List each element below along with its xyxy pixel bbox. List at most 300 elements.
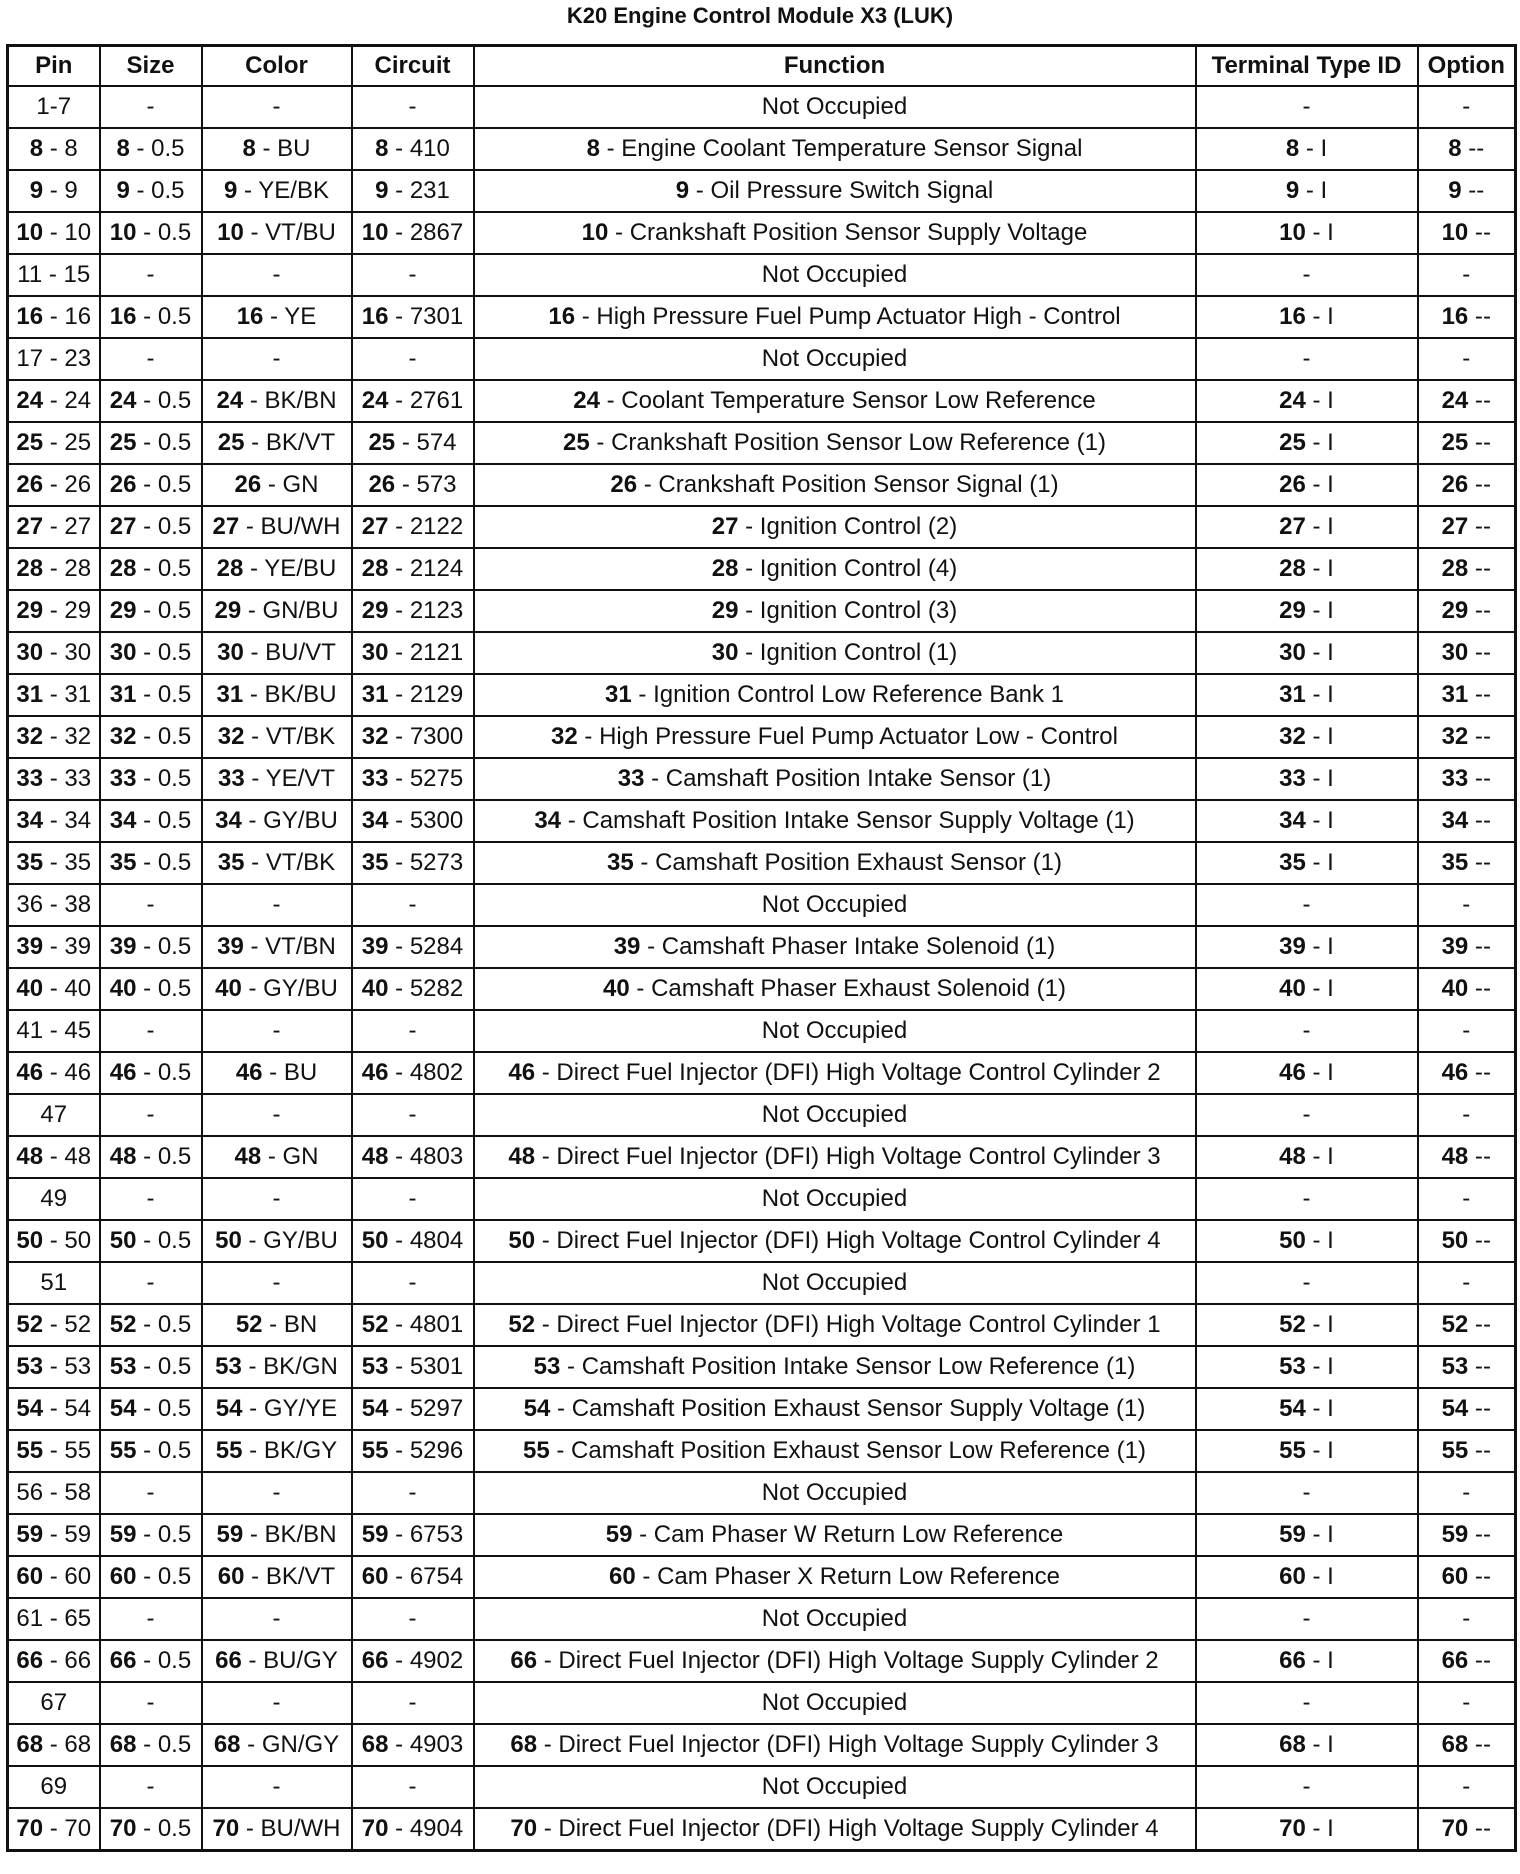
color-cell: 66 - BU/GY <box>202 1640 352 1682</box>
pin-cell: 60 - 60 <box>8 1556 100 1598</box>
function-cell: 30 - Ignition Control (1) <box>474 632 1196 674</box>
size-cell-value: - <box>146 1017 155 1044</box>
pin-cell: 54 - 54 <box>8 1388 100 1430</box>
option-cell-value: - <box>1482 1815 1491 1842</box>
circuit-cell: 66 - 4902 <box>352 1640 474 1682</box>
function-cell-value: Cam Phaser X Return Low Reference <box>657 1563 1060 1590</box>
pin-number: 50 <box>508 1227 536 1254</box>
table-row <box>8 590 1516 632</box>
circuit-cell-value: - <box>408 1689 417 1716</box>
table-row <box>8 758 1516 800</box>
terminal-type-cell-value: I <box>1327 1311 1334 1338</box>
option-cell-value: - <box>1482 849 1491 876</box>
color-cell-value: - <box>272 345 281 372</box>
pin-number: 68 <box>213 1731 241 1758</box>
option-cell-value: - <box>1462 345 1471 372</box>
pin-number: 55 <box>361 1437 389 1464</box>
terminal-type-cell-value: - <box>1302 1605 1311 1632</box>
terminal-type-cell-value: I <box>1327 597 1334 624</box>
size-cell-value: 0.5 <box>151 177 185 204</box>
pin-number: 55 <box>16 1437 44 1464</box>
option-cell <box>1418 338 1516 380</box>
pin-number: 8 <box>1448 135 1462 162</box>
color-cell: 50 - GY/BU <box>202 1220 352 1262</box>
size-cell-value: 0.5 <box>157 639 192 666</box>
column-header-pin: Pin <box>8 46 100 87</box>
pin-number: 9 <box>29 177 44 204</box>
column-header-size: Size <box>100 46 202 87</box>
pin-number: 16 <box>548 303 576 330</box>
terminal-type-cell-value: I <box>1327 807 1334 834</box>
circuit-cell-value: 2124 <box>409 555 464 582</box>
circuit-cell <box>352 1262 474 1304</box>
pin-number: 28 <box>1279 555 1306 582</box>
option-cell-value: - <box>1462 1689 1471 1716</box>
table-row <box>8 212 1516 254</box>
size-cell: 66 - 0.5 <box>100 1640 202 1682</box>
color-cell-value: - <box>272 93 281 120</box>
option-cell-value: - <box>1482 1059 1491 1086</box>
function-cell <box>474 338 1196 380</box>
pin-number: 35 <box>361 849 389 876</box>
pin-number: 50 <box>109 1227 137 1254</box>
pin-number: 53 <box>1279 1353 1306 1380</box>
terminal-type-cell-value: I <box>1320 177 1328 204</box>
pin-number: 28 <box>711 555 739 582</box>
function-cell-value: Not Occupied <box>761 93 908 120</box>
pin-number: 34 <box>1279 807 1306 834</box>
header-row <box>8 46 1516 87</box>
option-cell <box>1418 1472 1516 1514</box>
pin-number: 16 <box>236 303 264 330</box>
circuit-cell-value: 2761 <box>409 387 464 414</box>
pin-number: 59 <box>216 1521 244 1548</box>
table-row <box>8 842 1516 884</box>
pin-number: 52 <box>361 1311 389 1338</box>
function-cell: 39 - Camshaft Phaser Intake Solenoid (1) <box>474 926 1196 968</box>
terminal-type-cell: 30 - I <box>1196 632 1418 674</box>
pin-cell-value: 24 <box>64 387 92 414</box>
color-cell: 9 - YE/BK <box>202 170 352 212</box>
pin-number: 28 <box>1441 555 1469 582</box>
pin-number: 26 <box>234 471 262 498</box>
table-row <box>8 170 1516 212</box>
terminal-type-cell: 35 - I <box>1196 842 1418 884</box>
pin-number: 40 <box>16 975 44 1002</box>
terminal-type-cell: 29 - I <box>1196 590 1418 632</box>
circuit-cell-value: 5273 <box>409 849 464 876</box>
pin-number: 8 <box>375 135 389 162</box>
pin-cell: 26 - 26 <box>8 464 100 506</box>
circuit-cell-value: 2129 <box>409 681 464 708</box>
color-cell: 31 - BK/BU <box>202 674 352 716</box>
pin-number: 30 <box>711 639 739 666</box>
circuit-cell: 39 - 5284 <box>352 926 474 968</box>
function-cell-value: Oil Pressure Switch Signal <box>710 177 994 204</box>
size-cell-value: 0.5 <box>157 933 192 960</box>
size-cell: 24 - 0.5 <box>100 380 202 422</box>
option-cell <box>1418 1262 1516 1304</box>
option-cell: 8 -- <box>1418 128 1516 170</box>
size-cell: 35 - 0.5 <box>100 842 202 884</box>
function-cell-value: Coolant Temperature Sensor Low Reference <box>621 387 1096 414</box>
color-cell: 8 - BU <box>202 128 352 170</box>
pin-cell: 59 - 59 <box>8 1514 100 1556</box>
pin-cell: 39 - 39 <box>8 926 100 968</box>
terminal-type-cell: 25 - I <box>1196 422 1418 464</box>
pin-number: 24 <box>1441 387 1469 414</box>
pin-number: 40 <box>215 975 242 1002</box>
terminal-type-cell <box>1196 338 1418 380</box>
color-cell <box>202 1178 352 1220</box>
size-cell-value: - <box>146 1689 155 1716</box>
color-cell-value: BU/VT <box>265 639 336 666</box>
size-cell <box>100 1598 202 1640</box>
option-cell-value: - <box>1482 639 1491 666</box>
pin-cell: 24 - 24 <box>8 380 100 422</box>
circuit-cell-value: - <box>408 261 417 288</box>
pin-number: 33 <box>361 765 389 792</box>
function-cell-value: Not Occupied <box>761 1017 908 1044</box>
terminal-type-cell-value: I <box>1327 471 1334 498</box>
circuit-cell-value: - <box>408 1185 417 1212</box>
pin-cell-value: 59 <box>64 1521 92 1548</box>
pin-number: 50 <box>1279 1227 1306 1254</box>
circuit-cell: 35 - 5273 <box>352 842 474 884</box>
circuit-cell-value: 4804 <box>409 1227 464 1254</box>
circuit-cell: 52 - 4801 <box>352 1304 474 1346</box>
circuit-cell: 10 - 2867 <box>352 212 474 254</box>
pin-number: 35 <box>607 849 634 876</box>
function-cell-value: High Pressure Fuel Pump Actuator High - Control <box>596 303 1121 330</box>
color-cell-value: YE/BU <box>264 555 337 582</box>
function-cell-value: Crankshaft Position Sensor Low Reference (1) <box>611 429 1106 456</box>
circuit-cell: 48 - 4803 <box>352 1136 474 1178</box>
color-cell: 53 - BK/GN <box>202 1346 352 1388</box>
pin-number: 35 <box>16 849 44 876</box>
circuit-cell-value: 4903 <box>409 1731 464 1758</box>
function-cell: 33 - Camshaft Position Intake Sensor (1) <box>474 758 1196 800</box>
pin-number: 16 <box>109 303 137 330</box>
circuit-cell: 8 - 410 <box>352 128 474 170</box>
pin-number: 40 <box>1279 975 1306 1002</box>
option-cell: 30 -- <box>1418 632 1516 674</box>
pin-number: 32 <box>16 723 44 750</box>
size-cell: 48 - 0.5 <box>100 1136 202 1178</box>
pin-number: 16 <box>1441 303 1469 330</box>
size-cell: 68 - 0.5 <box>100 1724 202 1766</box>
pin-number: 8 <box>242 135 256 162</box>
option-cell: 32 -- <box>1418 716 1516 758</box>
option-cell-value: - <box>1462 1269 1471 1296</box>
option-cell: 39 -- <box>1418 926 1516 968</box>
pin-cell-value: 11 - 15 <box>17 261 91 288</box>
pin-cell <box>8 254 100 296</box>
circuit-cell: 46 - 4802 <box>352 1052 474 1094</box>
pin-number: 9 <box>116 177 130 204</box>
function-cell: 16 - High Pressure Fuel Pump Actuator High - Control <box>474 296 1196 338</box>
size-cell: 32 - 0.5 <box>100 716 202 758</box>
pin-cell <box>8 86 100 128</box>
size-cell: 26 - 0.5 <box>100 464 202 506</box>
pin-cell: 32 - 32 <box>8 716 100 758</box>
pin-number: 9 <box>1448 177 1462 204</box>
pin-number: 68 <box>1279 1731 1306 1758</box>
terminal-type-cell: 59 - I <box>1196 1514 1418 1556</box>
function-cell: 34 - Camshaft Position Intake Sensor Supply Voltage (1) <box>474 800 1196 842</box>
pin-number: 25 <box>16 429 44 456</box>
pin-cell-value: 69 <box>40 1773 68 1800</box>
option-cell-value: - <box>1482 597 1491 624</box>
pin-number: 40 <box>109 975 137 1002</box>
table-row <box>8 1724 1516 1766</box>
option-cell-value: - <box>1462 261 1471 288</box>
pin-number: 52 <box>16 1311 44 1338</box>
terminal-type-cell-value: - <box>1302 1479 1311 1506</box>
terminal-type-cell: 55 - I <box>1196 1430 1418 1472</box>
option-cell: 40 -- <box>1418 968 1516 1010</box>
option-cell-value: - <box>1462 93 1471 120</box>
function-cell-value: Not Occupied <box>761 1773 908 1800</box>
pin-number: 28 <box>16 555 44 582</box>
circuit-cell: 28 - 2124 <box>352 548 474 590</box>
pin-number: 50 <box>1441 1227 1469 1254</box>
pin-number: 24 <box>573 387 600 414</box>
pin-number: 48 <box>1279 1143 1306 1170</box>
pin-number: 60 <box>361 1563 389 1590</box>
option-cell: 29 -- <box>1418 590 1516 632</box>
option-cell-value: - <box>1482 387 1491 414</box>
size-cell: 25 - 0.5 <box>100 422 202 464</box>
terminal-type-cell-value: I <box>1327 975 1334 1002</box>
pin-number: 34 <box>534 807 562 834</box>
option-cell-value: - <box>1482 975 1491 1002</box>
option-cell-value: - <box>1482 1731 1491 1758</box>
pin-number: 29 <box>1441 597 1469 624</box>
pin-number: 70 <box>16 1815 44 1842</box>
pin-number: 39 <box>109 933 137 960</box>
color-cell <box>202 86 352 128</box>
pin-number: 26 <box>109 471 137 498</box>
circuit-cell: 32 - 7300 <box>352 716 474 758</box>
function-cell <box>474 1682 1196 1724</box>
function-cell-value: Not Occupied <box>761 261 908 288</box>
pin-cell <box>8 1766 100 1808</box>
pin-number: 46 <box>1279 1059 1306 1086</box>
terminal-type-cell: 39 - I <box>1196 926 1418 968</box>
pin-number: 54 <box>361 1395 389 1422</box>
pin-number: 39 <box>1441 933 1469 960</box>
color-cell-value: BK/BU <box>264 681 337 708</box>
pin-number: 26 <box>368 471 396 498</box>
size-cell <box>100 884 202 926</box>
option-cell: 52 -- <box>1418 1304 1516 1346</box>
pin-number: 9 <box>224 177 238 204</box>
pin-number: 10 <box>1441 219 1469 246</box>
pin-number: 39 <box>361 933 389 960</box>
color-cell-value: BU/WH <box>260 1815 341 1842</box>
color-cell <box>202 1598 352 1640</box>
terminal-type-cell-value: - <box>1302 1269 1311 1296</box>
column-header-circuit: Circuit <box>352 46 474 87</box>
pin-number: 29 <box>214 597 242 624</box>
circuit-cell: 33 - 5275 <box>352 758 474 800</box>
color-cell: 32 - VT/BK <box>202 716 352 758</box>
pin-number: 68 <box>109 1731 137 1758</box>
pin-cell: 27 - 27 <box>8 506 100 548</box>
table-row <box>8 1388 1516 1430</box>
color-cell-value: BU/WH <box>260 513 341 540</box>
pin-cell-value: 30 <box>64 639 92 666</box>
terminal-type-cell-value: I <box>1327 681 1334 708</box>
size-cell: 50 - 0.5 <box>100 1220 202 1262</box>
option-cell: 28 -- <box>1418 548 1516 590</box>
option-cell-value: - <box>1462 1017 1471 1044</box>
terminal-type-cell: 8 - I <box>1196 128 1418 170</box>
option-cell: 54 -- <box>1418 1388 1516 1430</box>
color-cell <box>202 1472 352 1514</box>
pin-cell-value: 49 <box>40 1185 68 1212</box>
pin-number: 70 <box>109 1815 137 1842</box>
pin-cell: 48 - 48 <box>8 1136 100 1178</box>
terminal-type-cell-value: - <box>1302 1101 1311 1128</box>
size-cell-value: 0.5 <box>157 1521 192 1548</box>
size-cell-value: 0.5 <box>157 1437 192 1464</box>
color-cell: 27 - BU/WH <box>202 506 352 548</box>
pin-number: 25 <box>109 429 137 456</box>
color-cell: 60 - BK/VT <box>202 1556 352 1598</box>
color-cell-value: GY/BU <box>263 1227 338 1254</box>
pin-number: 50 <box>16 1227 44 1254</box>
table-row <box>8 1598 1516 1640</box>
terminal-type-cell: 70 - I <box>1196 1808 1418 1851</box>
size-cell-value: 0.5 <box>157 429 192 456</box>
size-cell: 8 - 0.5 <box>100 128 202 170</box>
terminal-type-cell-value: I <box>1327 1815 1334 1842</box>
color-cell-value: - <box>272 1605 281 1632</box>
option-cell-value: - <box>1482 1227 1491 1254</box>
function-cell: 68 - Direct Fuel Injector (DFI) High Voltage Supply Cylinder 3 <box>474 1724 1196 1766</box>
size-cell: 54 - 0.5 <box>100 1388 202 1430</box>
size-cell <box>100 1472 202 1514</box>
option-cell-value: - <box>1482 765 1491 792</box>
function-cell-value: Crankshaft Position Sensor Signal (1) <box>658 471 1059 498</box>
pin-number: 31 <box>16 681 44 708</box>
pin-cell: 29 - 29 <box>8 590 100 632</box>
function-cell-value: Direct Fuel Injector (DFI) High Voltage Supply Cylinder 2 <box>558 1647 1159 1674</box>
function-cell: 9 - Oil Pressure Switch Signal <box>474 170 1196 212</box>
size-cell: 53 - 0.5 <box>100 1346 202 1388</box>
size-cell-value: 0.5 <box>157 681 192 708</box>
option-cell <box>1418 1178 1516 1220</box>
pin-number: 33 <box>16 765 44 792</box>
function-cell: 55 - Camshaft Position Exhaust Sensor Low Reference (1) <box>474 1430 1196 1472</box>
terminal-type-cell: 32 - I <box>1196 716 1418 758</box>
color-cell: 24 - BK/BN <box>202 380 352 422</box>
pin-number: 8 <box>116 135 130 162</box>
circuit-cell-value: - <box>408 1773 417 1800</box>
pin-number: 32 <box>551 723 578 750</box>
terminal-type-cell-value: I <box>1327 1731 1334 1758</box>
pin-cell-value: 29 <box>64 597 92 624</box>
size-cell: 33 - 0.5 <box>100 758 202 800</box>
pin-number: 34 <box>1441 807 1469 834</box>
option-cell: 59 -- <box>1418 1514 1516 1556</box>
table-row <box>8 926 1516 968</box>
function-cell-value: Ignition Control (2) <box>759 513 958 540</box>
pin-number: 27 <box>361 513 389 540</box>
color-cell-value: BK/VT <box>265 429 336 456</box>
table-row <box>8 1682 1516 1724</box>
circuit-cell-value: 5301 <box>409 1353 464 1380</box>
pin-number: 28 <box>216 555 244 582</box>
option-cell: 34 -- <box>1418 800 1516 842</box>
pin-number: 33 <box>1441 765 1469 792</box>
pin-number: 53 <box>109 1353 137 1380</box>
circuit-cell-value: 5300 <box>409 807 464 834</box>
pin-number: 9 <box>1285 177 1300 204</box>
size-cell <box>100 1766 202 1808</box>
pin-cell: 16 - 16 <box>8 296 100 338</box>
circuit-cell-value: 4801 <box>409 1311 464 1338</box>
circuit-cell <box>352 254 474 296</box>
terminal-type-cell-value: I <box>1327 1563 1334 1590</box>
pin-number: 32 <box>1279 723 1306 750</box>
terminal-type-cell-value: I <box>1327 1647 1334 1674</box>
option-cell: 25 -- <box>1418 422 1516 464</box>
pin-cell-value: 61 - 65 <box>16 1605 92 1632</box>
size-cell: 28 - 0.5 <box>100 548 202 590</box>
color-cell-value: - <box>272 1269 281 1296</box>
pin-number: 31 <box>1279 681 1306 708</box>
option-cell-value: - <box>1482 1647 1491 1674</box>
size-cell-value: - <box>146 1479 155 1506</box>
color-cell-value: - <box>272 891 281 918</box>
pin-number: 31 <box>361 681 389 708</box>
pin-number: 48 <box>1441 1143 1469 1170</box>
function-cell: 48 - Direct Fuel Injector (DFI) High Voltage Control Cylinder 3 <box>474 1136 1196 1178</box>
pin-cell-value: 1-7 <box>36 93 72 120</box>
option-cell: 60 -- <box>1418 1556 1516 1598</box>
table-row <box>8 128 1516 170</box>
column-header-option: Option <box>1418 46 1516 87</box>
terminal-type-cell-value: I <box>1327 555 1334 582</box>
circuit-cell <box>352 1472 474 1514</box>
option-cell <box>1418 1682 1516 1724</box>
function-cell-value: Direct Fuel Injector (DFI) High Voltage Control Cylinder 3 <box>556 1143 1161 1170</box>
size-cell-value: 0.5 <box>157 1227 192 1254</box>
pin-number: 10 <box>361 219 389 246</box>
terminal-type-cell-value: I <box>1327 429 1334 456</box>
circuit-cell <box>352 1598 474 1640</box>
table-row <box>8 1640 1516 1682</box>
pin-number: 53 <box>1441 1353 1469 1380</box>
pin-number: 26 <box>610 471 638 498</box>
option-cell: 68 -- <box>1418 1724 1516 1766</box>
circuit-cell-value: - <box>408 891 417 918</box>
circuit-cell <box>352 338 474 380</box>
terminal-type-cell-value: - <box>1302 261 1311 288</box>
circuit-cell: 25 - 574 <box>352 422 474 464</box>
pin-cell-value: 40 <box>64 975 92 1002</box>
size-cell-value: 0.5 <box>157 387 192 414</box>
size-cell-value: 0.5 <box>157 1395 192 1422</box>
color-cell <box>202 1262 352 1304</box>
pin-number: 59 <box>361 1521 389 1548</box>
pin-cell <box>8 884 100 926</box>
page-title: K20 Engine Control Module X3 (LUK) <box>566 3 954 28</box>
pin-cell-value: 67 <box>40 1689 68 1716</box>
